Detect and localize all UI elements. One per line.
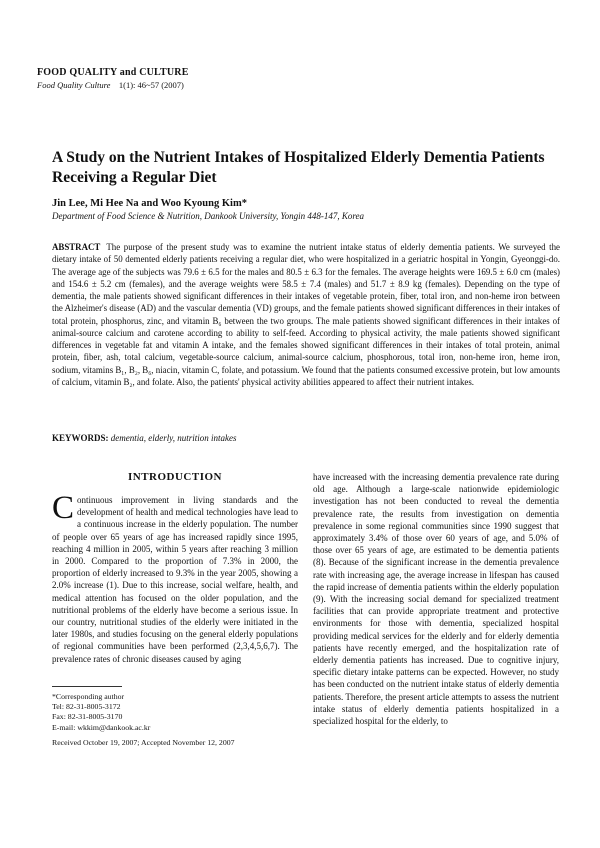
section-heading-introduction: INTRODUCTION [127,471,222,483]
journal-short-name: Food Quality Culture [37,80,111,90]
abstract-text: The purpose of the present study was to examine the nutrient intake status of elderly dementia patients. We surveyed the dietary intake of 50 demented elderly patients receiving a regular diet, who were hospitalized in a geriatric hospital in Yongin, Gyeonggi-do. The average age of the subjects was 79.6 ± 6.5 for the males and 80.5 ± 6.3 for the females. The average heights were 169.5 ± 6.0 cm (males) and 154.6 ± 5.2 cm (females), and the average weights were 58.5 ± 7.4 (males) and 51.7 ± 8.9 kg (females). Depending on the type of dementia, the male patients showed significant differences in their intakes of vegetable protein, fiber, total iron, and non-heme iron between the Alzheimer's disease (AD) and the vascular dementia (VD) groups, and the female patients showed significant differences in their intakes of total protein, phosphorus, zinc, and vitamin B₆ between the two groups. The male patients showed significant differences in their intakes of animal-source calcium and carotene according to ability to self-feed. According to physical activity, the male patients showed significant differences in vegetable fat and vitamin A intake, and the females showed significant differences in their intakes of total protein, animal protein, fiber, ash, total calcium, vegetable-source calcium, animal-source calcium, phosphorous, total iron, non-heme iron, heme iron, sodium, vitamins B₁, B₂, B₆, niacin, vitamin C, folate, and potassium. We found that the patients consumed excessive protein, but low amounts of calcium, vitamin B₂, and folate. Also, the patients' physical activity abilities appeared to affect their nutrient intakes. [52,242,560,387]
footnote-divider [52,686,122,687]
paper-title [52,148,562,188]
right-column-text: have increased with the increasing dementia prevalence rate during old age. Although a large-scale nationwide epidemiologic investigation has not been conducted to reveal the dementia prevalence rate, the results from investigation on dementia prevalence in some regional communities since 1990 suggest that approximately 3.4% of those over 60 years of age, and 5.0% of those over 65 years of age, are estimated to be dementia patients (8). Because of the significant increase in the dementia prevalence rate with increasing age, the average increase in lifespan has caused the rapid increase of dementia patients within the elderly population (9). With the increasing social demand for specialized treatment facilities that can provide appropriate treatment and protective environments for those with dementia, specialized hospital providing medical services for the elderly and for elderly dementia patients have recently emerged, and the hospitalization rate of elderly dementia patients has increased. Due to cognitive injury, specific dietary intake patterns can be expected. However, no study has been conducted on the nutrient intake status of elderly dementia patients. Therefore, the present article attempts to assess the nutrient intake status of elderly dementia patients hospitalized in a specialized hospital for the elderly, to [313,472,560,727]
abstract-label: ABSTRACT [52,242,101,252]
abstract [52,241,560,388]
affiliation: Department of Food Science & Nutrition, Dankook University, Yongin 448-147, Korea [52,211,365,221]
volume-pages: 1(1): 46~57 (2007) [118,80,184,90]
received-dates: Received October 19, 2007; Accepted November 12, 2007 [52,738,235,747]
keywords-label: KEYWORDS: [52,433,109,443]
journal-name: FOOD QUALITY and CULTURE [37,67,189,78]
left-column-text [52,490,298,665]
intro-left-text: ontinuous improvement in living standards and the development of health and medical technologies have lead to a continuous increase in the elderly population. The number of people over 65 years of age has increased rapidly since 1995, reaching 4 million in 2005, within 5 years after reaching 3 million in 2000. Compared to the proportion of 7.3% in 2000, the proportion of elderly increased to 9.3% in the year 2005, showing a 2.0% increase (1). Due to this increase, social welfare, health, and medical attention has focused on the older population, and the nutritional problems of the elderly have become a serious issue. In our country, nutritional studies of the elderly were initiated in the later 1980s, and studies focusing on the general elderly populations of regional communities have been performed (2,3,4,5,6,7). The prevalence rates of chronic diseases caused by aging [52,495,298,664]
tel: Tel: 82-31-8005-3172 [52,702,121,712]
footnotes [52,692,150,733]
fax: Fax: 82-31-8005-3170 [52,712,123,722]
corresponding-author: *Corresponding author [52,692,125,701]
title-line-2: Receiving a Regular Diet [52,169,217,186]
keywords-values: dementia, elderly, nutrition intakes [110,433,237,443]
title-line-1: A Study on the Nutrient Intakes of Hospitalized Elderly Dementia Patients [52,149,545,166]
drop-cap: C [52,490,75,526]
journal-citation [37,80,184,90]
keywords [52,433,237,443]
email: E-mail: wkkim@dankook.ac.kr [52,722,151,732]
authors: Jin Lee, Mi Hee Na and Woo Kyoung Kim* [52,198,247,209]
